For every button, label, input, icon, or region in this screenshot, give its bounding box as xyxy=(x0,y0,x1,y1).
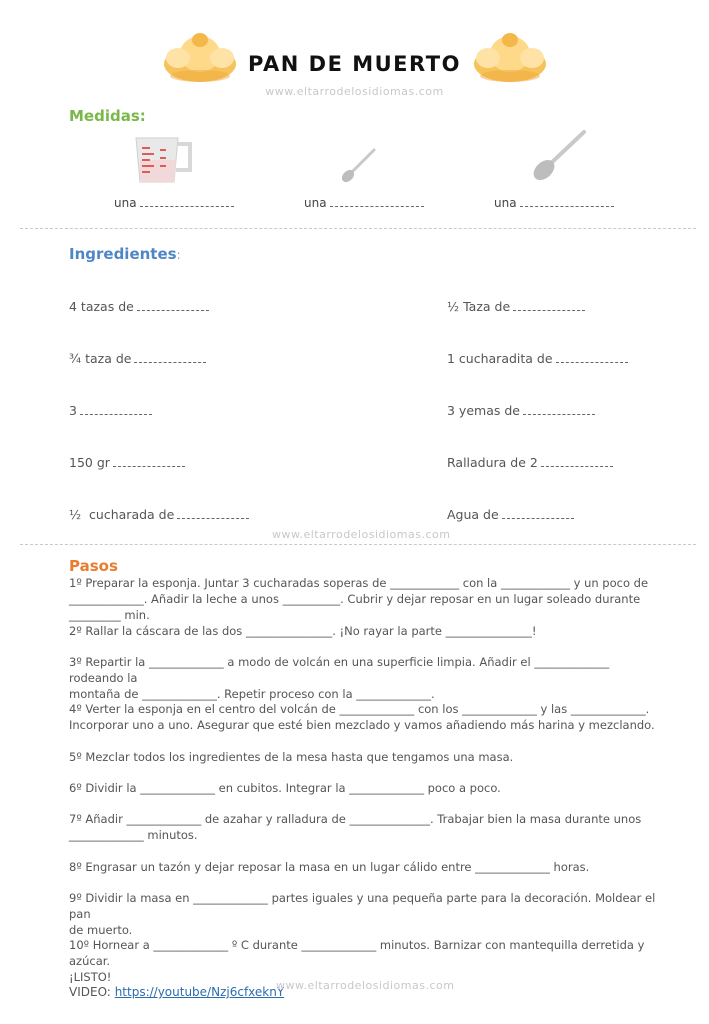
ingredient-left-2: ¾ taza de xyxy=(69,351,206,366)
blank-line xyxy=(330,198,424,207)
page-title: PAN DE MUERTO xyxy=(248,52,461,76)
blank-line xyxy=(502,510,574,519)
watermark-website: www.eltarrodelosidiomas.com xyxy=(272,528,451,541)
step-1: 1º Preparar la esponja. Juntar 3 cucharadas soperas de ____________ con la ____________ y un poco de _____________. Añadir la leche a unos __________. Cubrir y dejar reposar en un lugar soleado durante _________ min. xyxy=(69,576,649,622)
blank-line xyxy=(513,302,585,311)
video-link[interactable]: https://youtube/Nzj6cfxeknY xyxy=(114,985,285,999)
step-8: 8º Engrasar un tazón y dejar reposar la masa en un lugar cálido entre _____________ horas. xyxy=(69,860,590,874)
blank-line xyxy=(140,198,234,207)
measure-item-teaspoon: una xyxy=(304,196,424,210)
ingredients-heading: Ingredientes: xyxy=(69,245,181,263)
blank-line xyxy=(137,302,209,311)
step-5: 5º Mezclar todos los ingredientes de la mesa hasta que tengamos una masa. xyxy=(69,750,514,764)
video-line xyxy=(69,985,284,999)
ingredient-left-3: 3 xyxy=(69,403,152,418)
blank-line xyxy=(556,354,628,363)
measuring-cup-icon xyxy=(132,134,198,186)
blank-line xyxy=(177,510,249,519)
ingredient-right-2: 1 cucharadita de xyxy=(447,351,628,366)
blank-line xyxy=(523,406,595,415)
step-2: 2º Rallar la cáscara de las dos _______________. ¡No rayar la parte _______________! xyxy=(69,624,537,638)
step-7: 7º Añadir _____________ de azahar y ralladura de ______________. Trabajar bien la masa durante unos _____________ minutos. xyxy=(69,812,642,842)
blank-line xyxy=(80,406,152,415)
ingredient-left-4: 150 gr xyxy=(69,455,185,470)
step-10: 10º Hornear a _____________ º C durante _____________ minutos. Barnizar con mantequilla derretida y azúcar. ¡LISTO! xyxy=(69,938,645,984)
section-divider xyxy=(20,228,696,229)
video-label: VIDEO: xyxy=(69,985,111,999)
ingredient-right-4: Ralladura de 2 xyxy=(447,455,613,470)
step-6: 6º Dividir la _____________ en cubitos. Integrar la _____________ poco a poco. xyxy=(69,781,501,795)
blank-line xyxy=(113,458,185,467)
header-website: www.eltarrodelosidiomas.com xyxy=(265,85,444,98)
blank-line xyxy=(134,354,206,363)
ingredient-left-5: ½ cucharada de xyxy=(69,507,249,522)
blank-line xyxy=(520,198,614,207)
step-9: 9º Dividir la masa en _____________ partes iguales y una pequeña parte para la decoración. Moldear el pan de muerto. xyxy=(69,891,656,937)
step-4: 4º Verter la esponja en el centro del volcán de _____________ con los _____________ y las _____________. Incorporar uno a uno. Asegurar que esté bien mezclado y vamos añadiendo más harina y mezclando. xyxy=(69,702,655,732)
measure-item-cup: una xyxy=(114,196,234,210)
measure-item-tablespoon: una xyxy=(494,196,614,210)
measures-heading: Medidas: xyxy=(69,107,146,125)
ingredient-right-3: 3 yemas de xyxy=(447,403,595,418)
section-divider xyxy=(20,544,696,545)
footer-website: www.eltarrodelosidiomas.com xyxy=(276,979,455,992)
teaspoon-icon xyxy=(338,146,378,186)
ingredient-right-1: ½ Taza de xyxy=(447,299,585,314)
tablespoon-icon xyxy=(528,128,590,186)
steps-heading: Pasos xyxy=(69,557,118,575)
blank-line xyxy=(541,458,613,467)
ingredient-left-1: 4 tazas de xyxy=(69,299,209,314)
ingredient-right-5: Agua de xyxy=(447,507,574,522)
step-3: 3º Repartir la _____________ a modo de volcán en una superficie limpia. Añadir el _____________ rodeando la montaña de _____________. Repetir proceso con la _____________. xyxy=(69,655,610,701)
